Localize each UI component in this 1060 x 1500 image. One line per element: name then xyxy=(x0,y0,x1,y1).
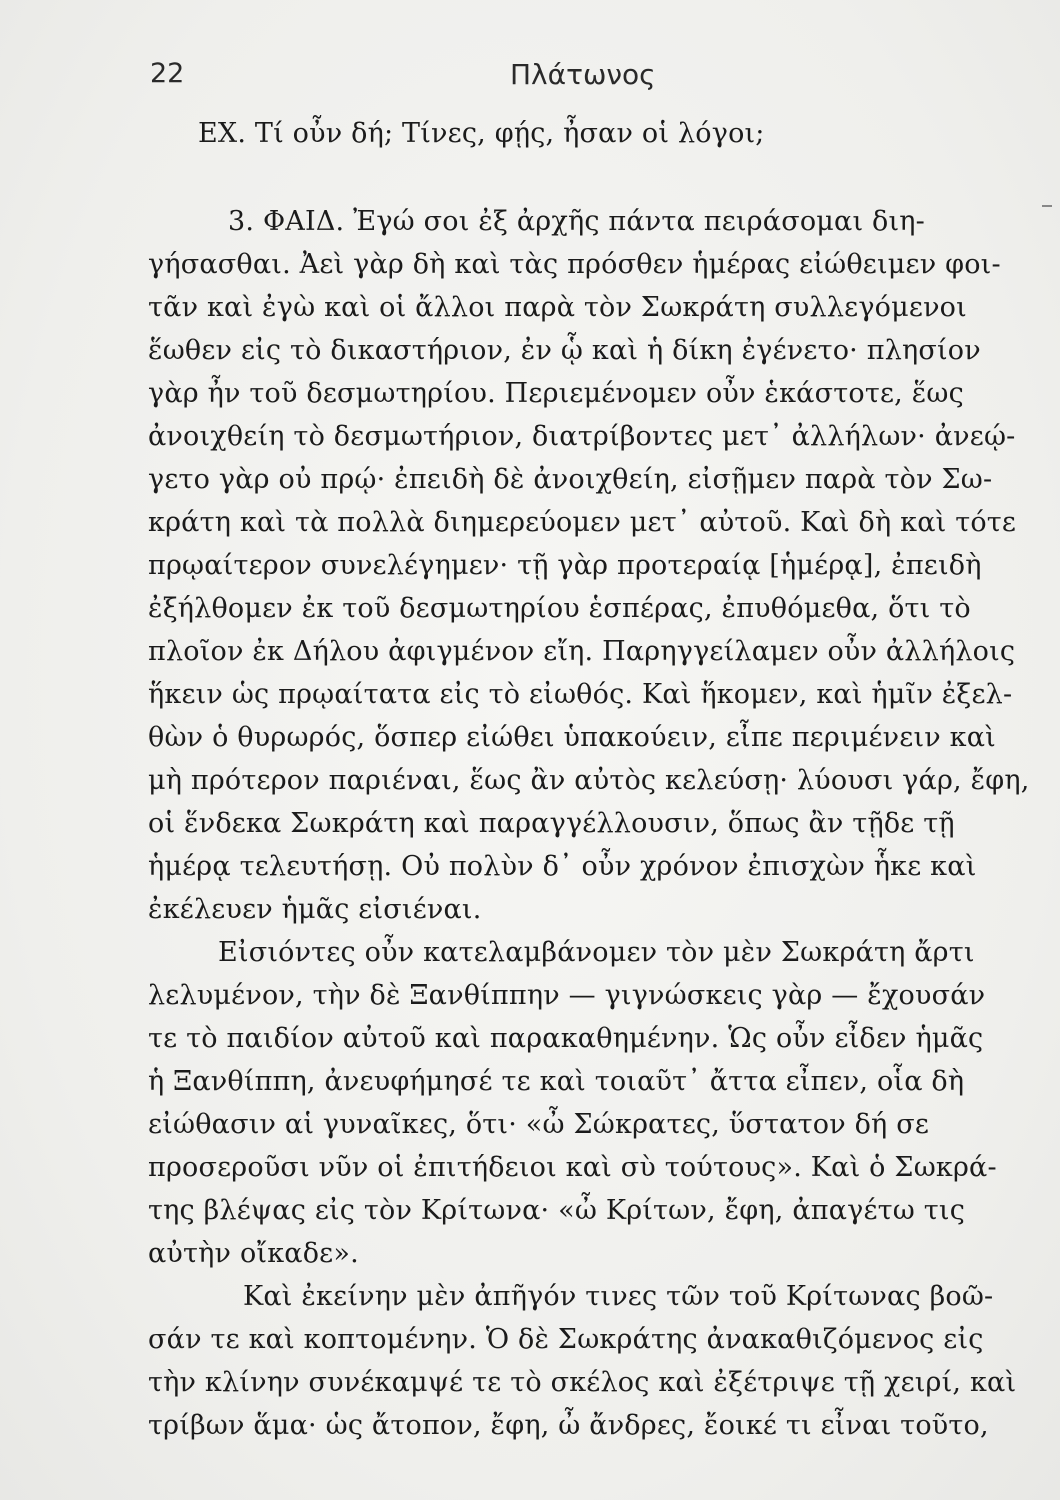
text-line: πλοῖον ἐκ Δήλου ἀφιγμένον εἴη. Παρηγγείλαμεν οὖν ἀλλήλοις xyxy=(148,636,1016,667)
text-line: της βλέψας εἰς τὸν Κρίτωνα· «ὦ Κρίτων, ἔφη, ἀπαγέτω τις xyxy=(148,1195,966,1226)
text-line: οἱ ἕνδεκα Σωκράτη καὶ παραγγέλλουσιν, ὅπως ἂν τῇδε τῇ xyxy=(148,808,955,839)
text-line: τρίβων ἅμα· ὡς ἄτοπον, ἔφη, ὦ ἄνδρες, ἔοικέ τι εἶναι τοῦτο, xyxy=(148,1410,989,1441)
page-number: 22 xyxy=(150,58,185,89)
text-line: 3. ΦΑΙΔ. Ἐγώ σοι ἐξ ἀρχῆς πάντα πειράσομαι διη- xyxy=(228,206,925,237)
text-line: εἰώθασιν αἱ γυναῖκες, ὅτι· «ὦ Σώκρατες, ὕστατον δή σε xyxy=(148,1109,930,1140)
text-line: θὼν ὁ θυρωρός, ὅσπερ εἰώθει ὑπακούειν, εἶπε περιμένειν καὶ xyxy=(148,722,996,753)
text-line: κράτη καὶ τὰ πολλὰ διημερεύομεν μετ᾿ αὐτοῦ. Καὶ δὴ καὶ τότε xyxy=(148,507,1017,538)
text-line: τᾶν καὶ ἐγὼ καὶ οἱ ἄλλοι παρὰ τὸν Σωκράτη συλλεγόμενοι xyxy=(148,292,967,323)
page-header xyxy=(150,58,920,98)
text-line: ἡμέρᾳ τελευτήσῃ. Οὐ πολὺν δ᾿ οὖν χρόνον ἐπισχὼν ἧκε καὶ xyxy=(148,851,977,882)
text-line: μὴ πρότερον παριέναι, ἕως ἂν αὐτὸς κελεύσῃ· λύουσι γάρ, ἔφη, xyxy=(148,765,1030,796)
text-line: γήσασθαι. Ἀεὶ γὰρ δὴ καὶ τὰς πρόσθεν ἡμέρας εἰώθειμεν φοι- xyxy=(148,249,1001,280)
text-line: ἀνοιχθείη τὸ δεσμωτήριον, διατρίβοντες μετ᾿ ἀλλήλων· ἀνεῴ- xyxy=(148,421,1016,452)
text-line: τε τὸ παιδίον αὐτοῦ καὶ παρακαθημένην. Ὡς οὖν εἶδεν ἡμᾶς xyxy=(148,1023,984,1054)
text-line: ΕΧ. Τί οὖν δή; Τίνες, φῄς, ἦσαν οἱ λόγοι; xyxy=(198,118,765,149)
text-line: πρῳαίτερον συνελέγημεν· τῇ γὰρ προτεραίᾳ [ἡμέρᾳ], ἐπειδὴ xyxy=(148,550,982,581)
text-line: προσεροῦσι νῦν οἱ ἐπιτήδειοι καὶ σὺ τούτους». Καὶ ὁ Σωκρά- xyxy=(148,1152,997,1183)
text-line: Εἰσιόντες οὖν κατελαμβάνομεν τὸν μὲν Σωκράτη ἄρτι xyxy=(218,937,975,968)
text-line: ἐκέλευεν ἡμᾶς εἰσιέναι. xyxy=(148,894,482,925)
text-line: ἥκειν ὡς πρῳαίτατα εἰς τὸ εἰωθός. Καὶ ἥκομεν, καὶ ἡμῖν ἐξελ- xyxy=(148,679,1013,710)
text-line: γὰρ ἦν τοῦ δεσμωτηρίου. Περιεμένομεν οὖν ἑκάστοτε, ἕως xyxy=(148,378,964,409)
text-line: αὐτὴν οἴκαδε». xyxy=(148,1238,359,1269)
text-line: ἐξήλθομεν ἐκ τοῦ δεσμωτηρίου ἑσπέρας, ἐπυθόμεθα, ὅτι τὸ xyxy=(148,593,971,624)
text-line: σάν τε καὶ κοπτομένην. Ὁ δὲ Σωκράτης ἀνακαθιζόμενος εἰς xyxy=(148,1324,984,1355)
margin-mark xyxy=(1042,205,1052,207)
text-line: τὴν κλίνην συνέκαμψέ τε τὸ σκέλος καὶ ἐξέτριψε τῇ χειρί, καὶ xyxy=(148,1367,1017,1398)
text-line: ἡ Ξανθίππη, ἀνευφήμησέ τε καὶ τοιαῦτ᾿ ἄττα εἶπεν, οἷα δὴ xyxy=(148,1066,965,1097)
running-title: Πλάτωνος xyxy=(510,58,656,91)
text-line: λελυμένον, τὴν δὲ Ξανθίππην — γιγνώσκεις γὰρ — ἔχουσάν xyxy=(148,980,986,1011)
text-line: γετο γὰρ οὐ πρῴ· ἐπειδὴ δὲ ἀνοιχθείη, εἰσῇμεν παρὰ τὸν Σω- xyxy=(148,464,993,495)
text-line: Καὶ ἐκείνην μὲν ἀπῆγόν τινες τῶν τοῦ Κρίτωνας βοῶ- xyxy=(243,1281,994,1312)
text-line: ἕωθεν εἰς τὸ δικαστήριον, ἐν ᾧ καὶ ἡ δίκη ἐγένετο· πλησίον xyxy=(148,335,981,366)
